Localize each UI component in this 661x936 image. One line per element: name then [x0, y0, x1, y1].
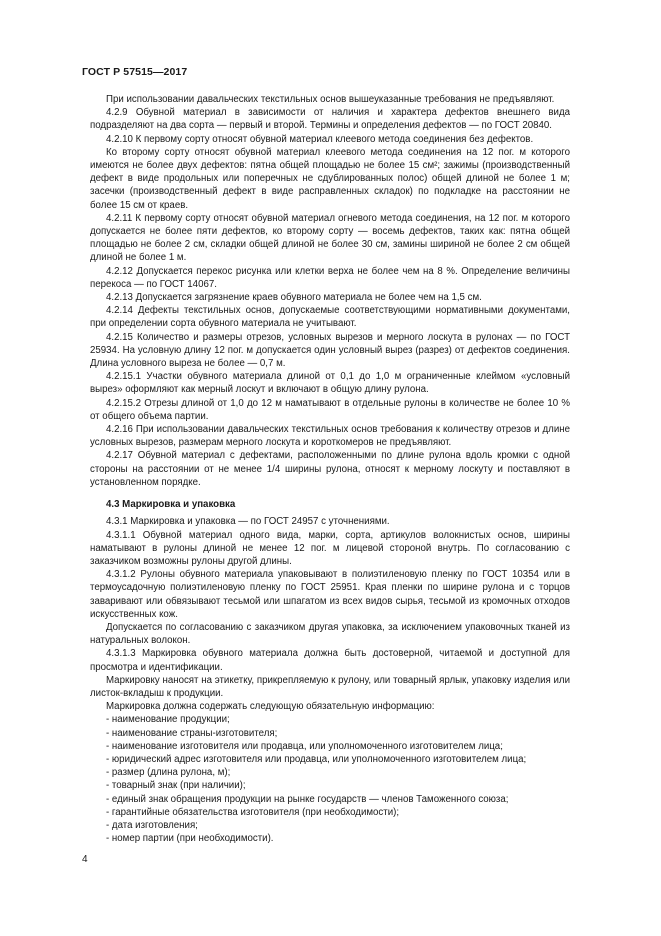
- list-item: - размер (длина рулона, м);: [106, 767, 231, 779]
- paragraph: 4.2.15.2 Отрезы длиной от 1,0 до 12 м наматывают в отдельные рулоны в количестве не более 10 % от общего объема партии.: [90, 397, 570, 422]
- page-number: 4: [82, 854, 88, 865]
- list-item: - юридический адрес изготовителя или продавца, или уполномоченного изготовителем лица;: [106, 753, 527, 765]
- paragraph: 4.2.17 Обувной материал с дефектами, расположенными по длине рулона вдоль кромки с одной стороны на расстоянии от не менее 1/4 ширины рулона, относят к мерному лоскуту и поставляют в установленном порядке.: [90, 450, 570, 488]
- paragraph: 4.2.14 Дефекты текстильных основ, допускаемые соответствующими нормативными документами, при определении сорта обувного материала не учитывают.: [90, 305, 570, 330]
- paragraph: 4.3.1.1 Обувной материал одного вида, марки, сорта, артикулов волокнистых основ, ширины наматывают в рулоны длиной не менее 12 пог. м лицевой стороной внутрь. По согласованию с заказчиком возможны рулоны другой длины.: [90, 529, 570, 567]
- paragraph: 4.2.9 Обувной материал в зависимости от наличия и характера дефектов внешнего вида подразделяют на два сорта — первый и второй. Термины и определения дефектов — по ГОСТ 20840.: [90, 107, 570, 132]
- paragraph: 4.3.1 Маркировка и упаковка — по ГОСТ 24957 с уточнениями.: [106, 516, 390, 528]
- paragraph: 4.2.13 Допускается загрязнение краев обувного материала не более чем на 1,5 см.: [106, 292, 482, 304]
- section-heading: 4.3 Маркировка и упаковка: [106, 499, 236, 511]
- document-header: ГОСТ Р 57515—2017: [82, 66, 188, 78]
- paragraph: 4.2.11 К первому сорту относят обувной материал огневого метода соединения, на 12 пог. м которого допускается не более пяти дефектов, ко второму сорту — восемь дефектов, таких как: пятна общей площадью не более 2 см, складки общей длиной не более 30 см, замины шириной не более 2 см общей длиной не более 1 м.: [90, 212, 570, 264]
- paragraph: 4.3.1.3 Маркировка обувного материала должна быть достоверной, читаемой и доступной для просмотра и идентификации.: [90, 648, 570, 673]
- list-item: - товарный знак (при наличии);: [106, 780, 246, 792]
- paragraph: 4.2.15.1 Участки обувного материала длиной от 0,1 до 1,0 м ограниченные клеймом «условный вырез» оформляют как мерный лоскут и включают в общую длину рулона.: [90, 371, 570, 396]
- paragraph: Ко второму сорту относят обувной материал клеевого метода соединения на 12 пог. м которого имеются не более двух дефектов: пятна общей площадью не более 15 см²; зажимы (производственный дефект в виде продольных или поперечных не сдублированных полос) общей длиной не более 1 м; засечки (производственный дефект в виде расправленных складок) по подкладке на расстоянии не более 15 см от краев.: [90, 146, 570, 211]
- paragraph: 4.2.16 При использовании давальческих текстильных основ требования к количеству отрезов и длине условных вырезов, размерам мерного лоскута и короткомеров не предъявляют.: [90, 424, 570, 449]
- list-item: - гарантийные обязательства изготовителя (при необходимости);: [106, 806, 400, 818]
- document-body: [90, 93, 570, 845]
- paragraph: Допускается по согласованию с заказчиком другая упаковка, за исключением упаковочных тканей из натуральных волокон.: [90, 621, 570, 647]
- paragraph: 4.2.10 К первому сорту относят обувной материал клеевого метода соединения без дефектов.: [106, 133, 534, 145]
- list-item: - номер партии (при необходимости).: [106, 833, 274, 845]
- paragraph: 4.2.15 Количество и размеры отрезов, условных вырезов и мерного лоскута в рулонах — по ГОСТ 25934. На условную длину 12 пог. м допускается один условный вырез (разрез) от дефектов соединения. Длина условного выреза не более — 0,7 м.: [90, 331, 570, 370]
- list-item: - наименование страны-изготовителя;: [106, 727, 278, 739]
- paragraph: 4.2.12 Допускается перекос рисунка или клетки верха не более чем на 8 %. Определение величины перекоса — по ГОСТ 14067.: [90, 265, 570, 290]
- list-item: - единый знак обращения продукции на рынке государств — членов Таможенного союза;: [106, 793, 509, 805]
- paragraph: Маркировку наносят на этикетку, прикрепляемую к рулону, или товарный ярлык, упаковку изделия или листок-вкладыш к продукции.: [90, 674, 570, 699]
- paragraph: 4.3.1.2 Рулоны обувного материала упаковывают в полиэтиленовую пленку по ГОСТ 10354 или в термоусадочную полиэтиленовую пленку по ГОСТ 25951. Края пленки по ширине рулона и с торцов заваривают или обвязывают тесьмой или шпагатом из всех видов сырья, тесьмой из кромочных отходов искусственных кож.: [90, 569, 570, 620]
- paragraph: Маркировка должна содержать следующую обязательную информацию:: [106, 701, 435, 713]
- list-item: - дата изготовления;: [106, 819, 198, 831]
- list-item: - наименование изготовителя или продавца, или уполномоченного изготовителем лица;: [106, 740, 503, 752]
- paragraph: При использовании давальческих текстильных основ вышеуказанные требования не предъявляют.: [106, 94, 555, 105]
- list-item: - наименование продукции;: [106, 714, 230, 726]
